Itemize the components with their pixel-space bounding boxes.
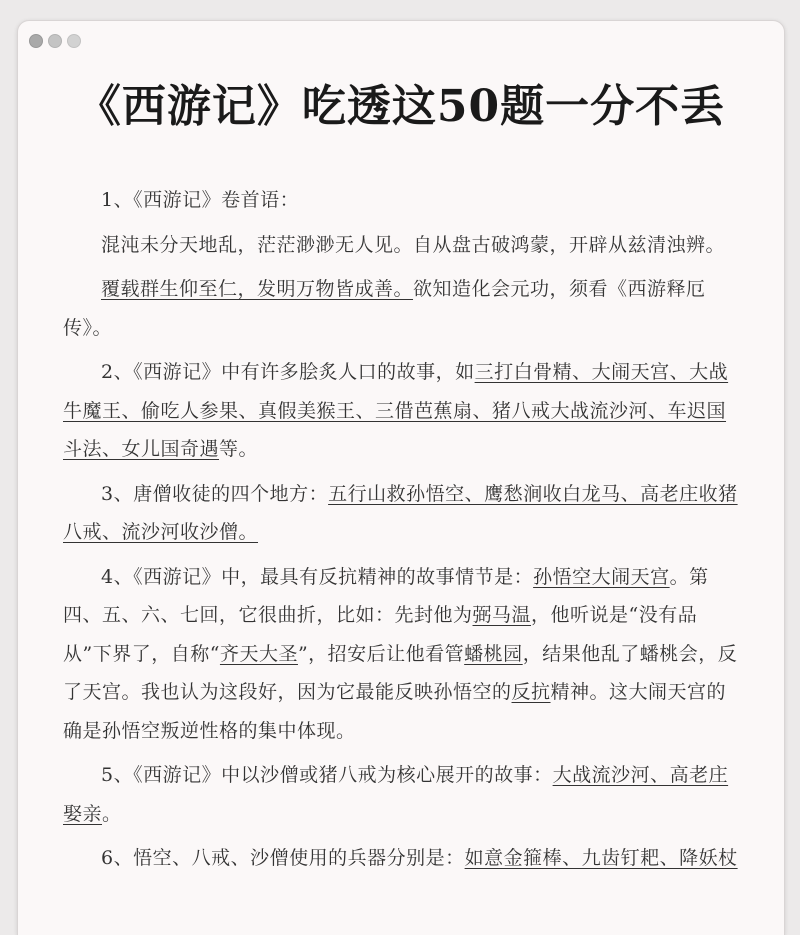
paragraph: [63, 756, 743, 833]
text-segment: 2、《西游记》中有许多脍炙人口的故事，如: [101, 361, 475, 383]
underlined-text: 弼马温: [472, 604, 532, 626]
minimize-window-button[interactable]: [48, 34, 62, 48]
document-title: 《西游记》吃透这50题一分不丢: [76, 81, 726, 132]
text-segment: 1、《西游记》卷首语：: [101, 189, 300, 211]
text-segment: ，结果他乱了蟠桃会，反了天宫。我也认为这段好，因为它最能反映孙悟空的: [63, 642, 738, 703]
text-segment: 。第四、五、六、七回，它很曲折，比如：先封他为: [63, 565, 709, 626]
underlined-text: 孙悟空大闹天宫: [533, 565, 670, 588]
underlined-text: 三打白骨精、大闹天宫、大战牛魔王、偷吃人参果、真假美猴王、三借芭蕉扇、猪八戒大战流沙河、车迟国斗法、女儿国奇遇: [63, 361, 729, 460]
underlined-text: 如意金箍棒、九齿钉耙、降妖杖: [464, 847, 738, 869]
underlined-text: 大战流沙河、高老庄娶亲: [63, 764, 729, 825]
text-segment: 欲知造化会元功，须看《西游释厄传》。: [63, 278, 706, 339]
paragraph: [63, 839, 743, 878]
window-titlebar: [18, 21, 784, 61]
text-segment: ，他听说是“没有品从”下界了，自称“: [63, 604, 698, 665]
underlined-text: 五行山救孙悟空、鹰愁涧收白龙马、高老庄收猪八戒、流沙河收沙僧。: [63, 482, 738, 543]
paragraph: [63, 270, 743, 347]
text-segment: 。: [102, 802, 122, 825]
paragraph: [63, 475, 743, 552]
underlined-text: 覆载群生仰至仁，发明万物皆成善。: [101, 278, 414, 300]
paragraph: [63, 558, 743, 751]
document-body: [63, 181, 743, 884]
maximize-window-button[interactable]: [67, 34, 81, 48]
text-segment: 6、悟空、八戒、沙僧使用的兵器分别是：: [101, 847, 465, 869]
paragraph: [63, 226, 743, 265]
paragraph: [63, 353, 743, 469]
text-segment: ”，招安后让他看管: [297, 642, 465, 665]
text-segment: 等。: [219, 438, 259, 460]
paragraph: [63, 181, 743, 220]
text-segment: 4、《西游记》中，最具有反抗精神的故事情节是：: [101, 565, 534, 588]
text-segment: 3、唐僧收徒的四个地方：: [101, 482, 329, 505]
close-window-button[interactable]: [29, 34, 43, 48]
underlined-text: 蟠桃园: [464, 642, 523, 665]
underlined-text: 齐天大圣: [219, 642, 298, 665]
document-window: [17, 20, 785, 935]
text-segment: 精神。这大闹天宫的确是孙悟空叛逆性格的集中体现。: [63, 681, 727, 742]
text-segment: 5、《西游记》中以沙僧或猪八戒为核心展开的故事：: [101, 764, 553, 786]
underlined-text: 反抗: [511, 681, 551, 703]
text-segment: 混沌未分天地乱，茫茫渺渺无人见。自从盘古破鸿蒙，开辟从兹清浊辨。: [101, 233, 726, 256]
